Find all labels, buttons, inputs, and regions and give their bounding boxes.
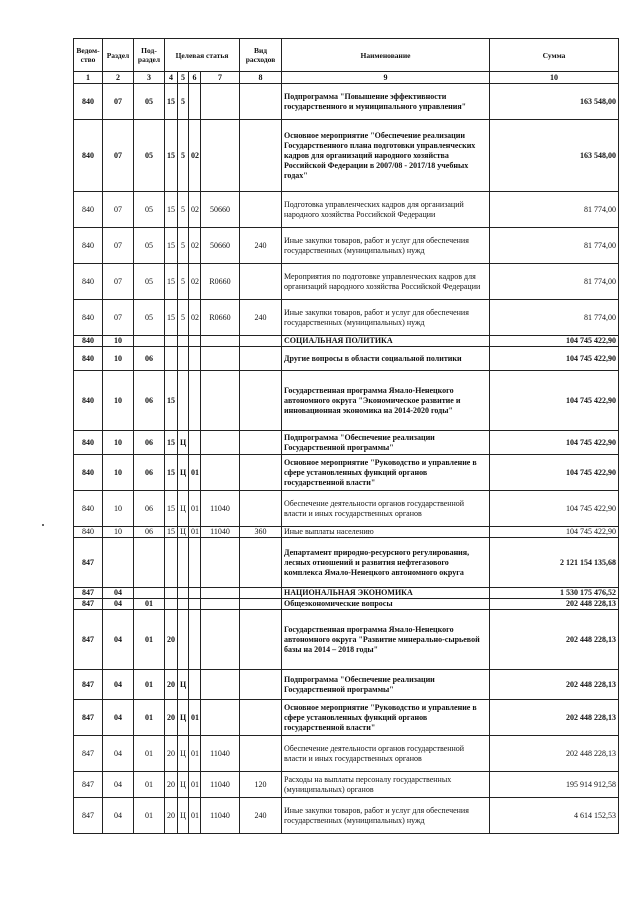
- program-code-cell: 15: [165, 120, 178, 192]
- expense-type-cell: 120: [240, 772, 282, 798]
- activity-code-cell: 01: [189, 527, 201, 538]
- activity-code-cell: 02: [189, 120, 201, 192]
- name-cell: Другие вопросы в области социальной политики: [282, 347, 490, 371]
- expense-type-cell: [240, 192, 282, 228]
- sum-cell: 4 614 152,53: [490, 798, 619, 834]
- direction-code-cell: [201, 538, 240, 588]
- sum-cell: 195 914 912,58: [490, 772, 619, 798]
- direction-code-cell: R0660: [201, 300, 240, 336]
- vedomstvo-cell: 847: [74, 538, 103, 588]
- expense-type-cell: [240, 588, 282, 599]
- subprogram-code-cell: [178, 371, 189, 431]
- direction-code-cell: [201, 700, 240, 736]
- table-row: [74, 264, 619, 300]
- name-cell: Основное мероприятие "Обеспечение реализации Государственного плана подготовки управленческих кадров для организаций народного хозяйства Российской Федерации в 2007/08 - 2017/18 учебных годах": [282, 120, 490, 192]
- sum-cell: 163 548,00: [490, 84, 619, 120]
- program-code-cell: 15: [165, 371, 178, 431]
- table-row: [74, 84, 619, 120]
- vedomstvo-cell: 840: [74, 527, 103, 538]
- table-row: [74, 538, 619, 588]
- direction-code-cell: [201, 371, 240, 431]
- subprogram-code-cell: Ц: [178, 455, 189, 491]
- razdel-cell: 04: [103, 610, 134, 670]
- column-number: 1: [74, 72, 103, 84]
- subprogram-code-cell: [178, 610, 189, 670]
- podrazdel-cell: 05: [134, 264, 165, 300]
- sum-cell: 202 448 228,13: [490, 670, 619, 700]
- table-row: [74, 120, 619, 192]
- subprogram-code-cell: Ц: [178, 772, 189, 798]
- sum-cell: 104 745 422,90: [490, 336, 619, 347]
- activity-code-cell: 02: [189, 264, 201, 300]
- razdel-cell: 04: [103, 798, 134, 834]
- table-row: [74, 798, 619, 834]
- razdel-cell: 10: [103, 455, 134, 491]
- stray-mark: [42, 524, 44, 526]
- activity-code-cell: 01: [189, 700, 201, 736]
- header-target-article: Целевая статья: [165, 39, 240, 72]
- razdel-cell: 10: [103, 336, 134, 347]
- podrazdel-cell: 06: [134, 347, 165, 371]
- name-cell: СОЦИАЛЬНАЯ ПОЛИТИКА: [282, 336, 490, 347]
- name-cell: Иные выплаты населению: [282, 527, 490, 538]
- activity-code-cell: 02: [189, 228, 201, 264]
- name-cell: Подготовка управленческих кадров для организаций народного хозяйства Российской Федерации: [282, 192, 490, 228]
- table-row: [74, 455, 619, 491]
- direction-code-cell: [201, 610, 240, 670]
- subprogram-code-cell: Ц: [178, 798, 189, 834]
- program-code-cell: [165, 347, 178, 371]
- name-cell: Иные закупки товаров, работ и услуг для обеспечения государственных (муниципальных) нужд: [282, 798, 490, 834]
- podrazdel-cell: [134, 538, 165, 588]
- direction-code-cell: 11040: [201, 736, 240, 772]
- sum-cell: 104 745 422,90: [490, 527, 619, 538]
- name-cell: Иные закупки товаров, работ и услуг для обеспечения государственных (муниципальных) нужд: [282, 228, 490, 264]
- activity-code-cell: 02: [189, 300, 201, 336]
- program-code-cell: 20: [165, 798, 178, 834]
- razdel-cell: 10: [103, 371, 134, 431]
- vedomstvo-cell: 840: [74, 228, 103, 264]
- program-code-cell: 15: [165, 491, 178, 527]
- sum-cell: 202 448 228,13: [490, 700, 619, 736]
- program-code-cell: 15: [165, 431, 178, 455]
- expense-type-cell: [240, 264, 282, 300]
- header-vedomstvo: Ведом-ство: [74, 39, 103, 72]
- expense-type-cell: [240, 455, 282, 491]
- header-podrazdel: Под-раздел: [134, 39, 165, 72]
- podrazdel-cell: 01: [134, 610, 165, 670]
- podrazdel-cell: 01: [134, 772, 165, 798]
- expense-type-cell: [240, 599, 282, 610]
- razdel-cell: 10: [103, 527, 134, 538]
- name-cell: Основное мероприятие "Руководство и управление в сфере установленных функций органов государственной власти": [282, 455, 490, 491]
- direction-code-cell: 11040: [201, 491, 240, 527]
- activity-code-cell: [189, 588, 201, 599]
- activity-code-cell: [189, 670, 201, 700]
- razdel-cell: 04: [103, 588, 134, 599]
- subprogram-code-cell: 5: [178, 228, 189, 264]
- name-cell: Государственная программа Ямало-Ненецкого автономного округа "Экономическое развитие и инновационная экономика на 2014-2020 годы": [282, 371, 490, 431]
- direction-code-cell: [201, 84, 240, 120]
- vedomstvo-cell: 840: [74, 192, 103, 228]
- name-cell: Государственная программа Ямало-Ненецкого автономного округа "Развитие минерально-сырьевой базы на 2014 – 2018 годы": [282, 610, 490, 670]
- expense-type-cell: [240, 84, 282, 120]
- sum-cell: 104 745 422,90: [490, 347, 619, 371]
- podrazdel-cell: 01: [134, 599, 165, 610]
- razdel-cell: 07: [103, 264, 134, 300]
- podrazdel-cell: 06: [134, 455, 165, 491]
- subprogram-code-cell: [178, 599, 189, 610]
- subprogram-code-cell: [178, 588, 189, 599]
- table-row: [74, 736, 619, 772]
- sum-cell: 104 745 422,90: [490, 371, 619, 431]
- subprogram-code-cell: [178, 336, 189, 347]
- name-cell: НАЦИОНАЛЬНАЯ ЭКОНОМИКА: [282, 588, 490, 599]
- activity-code-cell: 01: [189, 798, 201, 834]
- direction-code-cell: 50660: [201, 228, 240, 264]
- subprogram-code-cell: 5: [178, 264, 189, 300]
- subprogram-code-cell: 5: [178, 192, 189, 228]
- program-code-cell: 15: [165, 192, 178, 228]
- subprogram-code-cell: 5: [178, 120, 189, 192]
- activity-code-cell: [189, 431, 201, 455]
- name-cell: Общеэкономические вопросы: [282, 599, 490, 610]
- table-row: [74, 192, 619, 228]
- razdel-cell: 04: [103, 599, 134, 610]
- subprogram-code-cell: Ц: [178, 736, 189, 772]
- vedomstvo-cell: 840: [74, 300, 103, 336]
- activity-code-cell: 01: [189, 772, 201, 798]
- direction-code-cell: [201, 588, 240, 599]
- direction-code-cell: R0660: [201, 264, 240, 300]
- vedomstvo-cell: 847: [74, 700, 103, 736]
- razdel-cell: 04: [103, 700, 134, 736]
- direction-code-cell: [201, 336, 240, 347]
- table-row: [74, 670, 619, 700]
- subprogram-code-cell: Ц: [178, 527, 189, 538]
- table-row: [74, 599, 619, 610]
- program-code-cell: 20: [165, 610, 178, 670]
- subprogram-code-cell: Ц: [178, 491, 189, 527]
- program-code-cell: 15: [165, 264, 178, 300]
- name-cell: Обеспечение деятельности органов государственной власти и иных государственных органов: [282, 736, 490, 772]
- name-cell: Расходы на выплаты персоналу государственных (муниципальных) органов: [282, 772, 490, 798]
- vedomstvo-cell: 840: [74, 120, 103, 192]
- sum-cell: 1 530 175 476,52: [490, 588, 619, 599]
- expense-type-cell: [240, 538, 282, 588]
- activity-code-cell: [189, 84, 201, 120]
- sum-cell: 202 448 228,13: [490, 599, 619, 610]
- sum-cell: 81 774,00: [490, 300, 619, 336]
- column-number: 6: [189, 72, 201, 84]
- sum-cell: 163 548,00: [490, 120, 619, 192]
- name-cell: Основное мероприятие "Руководство и управление в сфере установленных функций органов государственной власти": [282, 700, 490, 736]
- vedomstvo-cell: 847: [74, 736, 103, 772]
- razdel-cell: [103, 538, 134, 588]
- program-code-cell: 20: [165, 736, 178, 772]
- vedomstvo-cell: 840: [74, 264, 103, 300]
- program-code-cell: 15: [165, 84, 178, 120]
- name-cell: Подпрограмма "Обеспечение реализации Государственной программы": [282, 431, 490, 455]
- program-code-cell: 20: [165, 670, 178, 700]
- column-number: 8: [240, 72, 282, 84]
- expense-type-cell: [240, 336, 282, 347]
- expense-type-cell: [240, 431, 282, 455]
- expense-type-cell: 240: [240, 300, 282, 336]
- activity-code-cell: 02: [189, 192, 201, 228]
- program-code-cell: [165, 599, 178, 610]
- expense-type-cell: 360: [240, 527, 282, 538]
- table-row: [74, 527, 619, 538]
- vedomstvo-cell: 847: [74, 670, 103, 700]
- razdel-cell: 07: [103, 120, 134, 192]
- table-row: [74, 228, 619, 264]
- program-code-cell: [165, 588, 178, 599]
- column-number: 2: [103, 72, 134, 84]
- sum-cell: 202 448 228,13: [490, 736, 619, 772]
- header-name: Наименование: [282, 39, 490, 72]
- activity-code-cell: [189, 347, 201, 371]
- name-cell: Мероприятия по подготовке управленческих кадров для организаций народного хозяйства Российской Федерации: [282, 264, 490, 300]
- table-row: [74, 772, 619, 798]
- table-row: [74, 347, 619, 371]
- direction-code-cell: [201, 120, 240, 192]
- program-code-cell: [165, 538, 178, 588]
- expense-type-cell: 240: [240, 228, 282, 264]
- direction-code-cell: [201, 599, 240, 610]
- expense-type-cell: [240, 700, 282, 736]
- program-code-cell: 15: [165, 228, 178, 264]
- activity-code-cell: [189, 599, 201, 610]
- sum-cell: 104 745 422,90: [490, 491, 619, 527]
- razdel-cell: 04: [103, 670, 134, 700]
- expense-type-cell: [240, 610, 282, 670]
- table-row: [74, 336, 619, 347]
- sum-cell: 2 121 154 135,68: [490, 538, 619, 588]
- direction-code-cell: [201, 347, 240, 371]
- vedomstvo-cell: 847: [74, 599, 103, 610]
- podrazdel-cell: 01: [134, 736, 165, 772]
- razdel-cell: 10: [103, 491, 134, 527]
- table-header-row: [74, 39, 619, 72]
- sum-cell: 81 774,00: [490, 264, 619, 300]
- direction-code-cell: 50660: [201, 192, 240, 228]
- program-code-cell: 20: [165, 700, 178, 736]
- expense-type-cell: [240, 347, 282, 371]
- razdel-cell: 04: [103, 772, 134, 798]
- expense-type-cell: [240, 736, 282, 772]
- program-code-cell: 15: [165, 300, 178, 336]
- column-number: 3: [134, 72, 165, 84]
- podrazdel-cell: 05: [134, 84, 165, 120]
- direction-code-cell: [201, 455, 240, 491]
- program-code-cell: 20: [165, 772, 178, 798]
- header-sum: Сумма: [490, 39, 619, 72]
- table-body: [74, 84, 619, 834]
- table-row: [74, 371, 619, 431]
- podrazdel-cell: [134, 336, 165, 347]
- column-number: 10: [490, 72, 619, 84]
- activity-code-cell: 01: [189, 491, 201, 527]
- activity-code-cell: [189, 538, 201, 588]
- subprogram-code-cell: 5: [178, 84, 189, 120]
- name-cell: Подпрограмма "Повышение эффективности государственного и муниципального управления": [282, 84, 490, 120]
- header-razdel: Раздел: [103, 39, 134, 72]
- table-row: [74, 610, 619, 670]
- budget-table: [73, 38, 619, 834]
- expense-type-cell: [240, 371, 282, 431]
- sum-cell: 81 774,00: [490, 192, 619, 228]
- vedomstvo-cell: 847: [74, 772, 103, 798]
- name-cell: Подпрограмма "Обеспечение реализации Государственной программы": [282, 670, 490, 700]
- razdel-cell: 10: [103, 347, 134, 371]
- column-number: 4: [165, 72, 178, 84]
- name-cell: Обеспечение деятельности органов государственной власти и иных государственных органов: [282, 491, 490, 527]
- expense-type-cell: [240, 120, 282, 192]
- podrazdel-cell: 05: [134, 300, 165, 336]
- podrazdel-cell: 05: [134, 192, 165, 228]
- expense-type-cell: 240: [240, 798, 282, 834]
- sum-cell: 202 448 228,13: [490, 610, 619, 670]
- program-code-cell: 15: [165, 455, 178, 491]
- vedomstvo-cell: 840: [74, 431, 103, 455]
- direction-code-cell: 11040: [201, 798, 240, 834]
- vedomstvo-cell: 840: [74, 371, 103, 431]
- subprogram-code-cell: Ц: [178, 670, 189, 700]
- razdel-cell: 04: [103, 736, 134, 772]
- expense-type-cell: [240, 491, 282, 527]
- vedomstvo-cell: 840: [74, 347, 103, 371]
- subprogram-code-cell: Ц: [178, 431, 189, 455]
- column-number: 9: [282, 72, 490, 84]
- sum-cell: 104 745 422,90: [490, 431, 619, 455]
- table-row: [74, 491, 619, 527]
- table-row: [74, 431, 619, 455]
- podrazdel-cell: 05: [134, 228, 165, 264]
- vedomstvo-cell: 840: [74, 491, 103, 527]
- activity-code-cell: [189, 610, 201, 670]
- subprogram-code-cell: Ц: [178, 700, 189, 736]
- expense-type-cell: [240, 670, 282, 700]
- program-code-cell: [165, 336, 178, 347]
- podrazdel-cell: 05: [134, 120, 165, 192]
- razdel-cell: 07: [103, 300, 134, 336]
- program-code-cell: 15: [165, 527, 178, 538]
- column-number-row: [74, 72, 619, 84]
- vedomstvo-cell: 840: [74, 84, 103, 120]
- podrazdel-cell: 01: [134, 670, 165, 700]
- table-row: [74, 588, 619, 599]
- name-cell: Иные закупки товаров, работ и услуг для обеспечения государственных (муниципальных) нужд: [282, 300, 490, 336]
- razdel-cell: 07: [103, 192, 134, 228]
- column-number: 7: [201, 72, 240, 84]
- direction-code-cell: 11040: [201, 772, 240, 798]
- header-expense-type: Вид расходов: [240, 39, 282, 72]
- podrazdel-cell: 06: [134, 527, 165, 538]
- column-number: 5: [178, 72, 189, 84]
- sum-cell: 104 745 422,90: [490, 455, 619, 491]
- activity-code-cell: [189, 336, 201, 347]
- podrazdel-cell: 06: [134, 491, 165, 527]
- podrazdel-cell: [134, 588, 165, 599]
- activity-code-cell: 01: [189, 736, 201, 772]
- podrazdel-cell: 01: [134, 798, 165, 834]
- table-row: [74, 700, 619, 736]
- vedomstvo-cell: 840: [74, 336, 103, 347]
- subprogram-code-cell: [178, 347, 189, 371]
- direction-code-cell: [201, 670, 240, 700]
- sum-cell: 81 774,00: [490, 228, 619, 264]
- vedomstvo-cell: 847: [74, 588, 103, 599]
- name-cell: Департамент природно-ресурсного регулирования, лесных отношений и развития нефтегазового комплекса Ямало-Ненецкого автономного округа: [282, 538, 490, 588]
- razdel-cell: 10: [103, 431, 134, 455]
- podrazdel-cell: 06: [134, 431, 165, 455]
- vedomstvo-cell: 847: [74, 798, 103, 834]
- razdel-cell: 07: [103, 228, 134, 264]
- activity-code-cell: 01: [189, 455, 201, 491]
- podrazdel-cell: 01: [134, 700, 165, 736]
- vedomstvo-cell: 847: [74, 610, 103, 670]
- podrazdel-cell: 06: [134, 371, 165, 431]
- vedomstvo-cell: 840: [74, 455, 103, 491]
- subprogram-code-cell: [178, 538, 189, 588]
- table-row: [74, 300, 619, 336]
- direction-code-cell: [201, 431, 240, 455]
- razdel-cell: 07: [103, 84, 134, 120]
- direction-code-cell: 11040: [201, 527, 240, 538]
- subprogram-code-cell: 5: [178, 300, 189, 336]
- activity-code-cell: [189, 371, 201, 431]
